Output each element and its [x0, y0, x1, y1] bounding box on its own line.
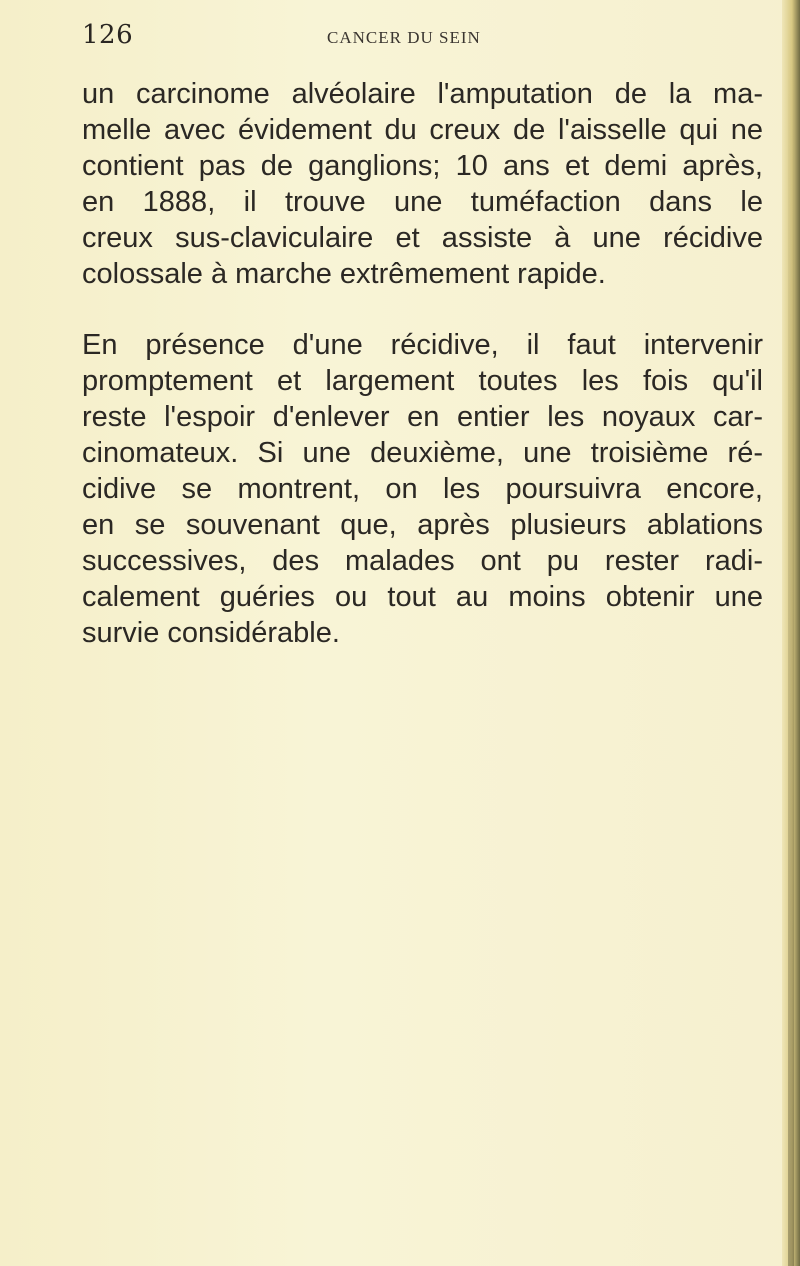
- text-line: colossale à marche extrêmement rapide.: [82, 257, 606, 290]
- running-head: CANCER DU SEIN: [327, 28, 481, 47]
- text-line: successives, des malades ont pu rester radi-: [82, 544, 763, 577]
- page-header: [82, 20, 762, 60]
- text-line: contient pas de ganglions; 10 ans et demi après,: [82, 149, 763, 182]
- text-line: survie considérable.: [82, 616, 340, 649]
- page-edge-shadow: [788, 0, 794, 1266]
- page-number: 126: [82, 20, 134, 50]
- text-line: calement guéries ou tout au moins obtenir une: [82, 580, 763, 613]
- text-line: un carcinome alvéolaire l'amputation de la ma-: [82, 78, 763, 110]
- text-line: creux sus-claviculaire et assiste à une récidive: [82, 221, 763, 254]
- text-line: reste l'espoir d'enlever en entier les noyaux car-: [82, 401, 763, 434]
- text-line: cidive se montrent, on les poursuivra encore,: [82, 473, 763, 506]
- text-line: en 1888, il trouve une tuméfaction dans le: [82, 185, 763, 218]
- text-line: cinomateux. Si une deuxième, une troisième ré-: [82, 437, 763, 470]
- page-body: [82, 77, 772, 652]
- text-line: En présence d'une récidive, il faut intervenir: [82, 329, 763, 362]
- text-line: melle avec évidement du creux de l'aisselle qui ne: [82, 113, 763, 146]
- text-line: promptement et largement toutes les fois qu'il: [82, 365, 763, 398]
- paragraph-2: [82, 328, 772, 651]
- paragraph-1: [82, 77, 772, 292]
- text-line: en se souvenant que, après plusieurs ablations: [82, 508, 763, 541]
